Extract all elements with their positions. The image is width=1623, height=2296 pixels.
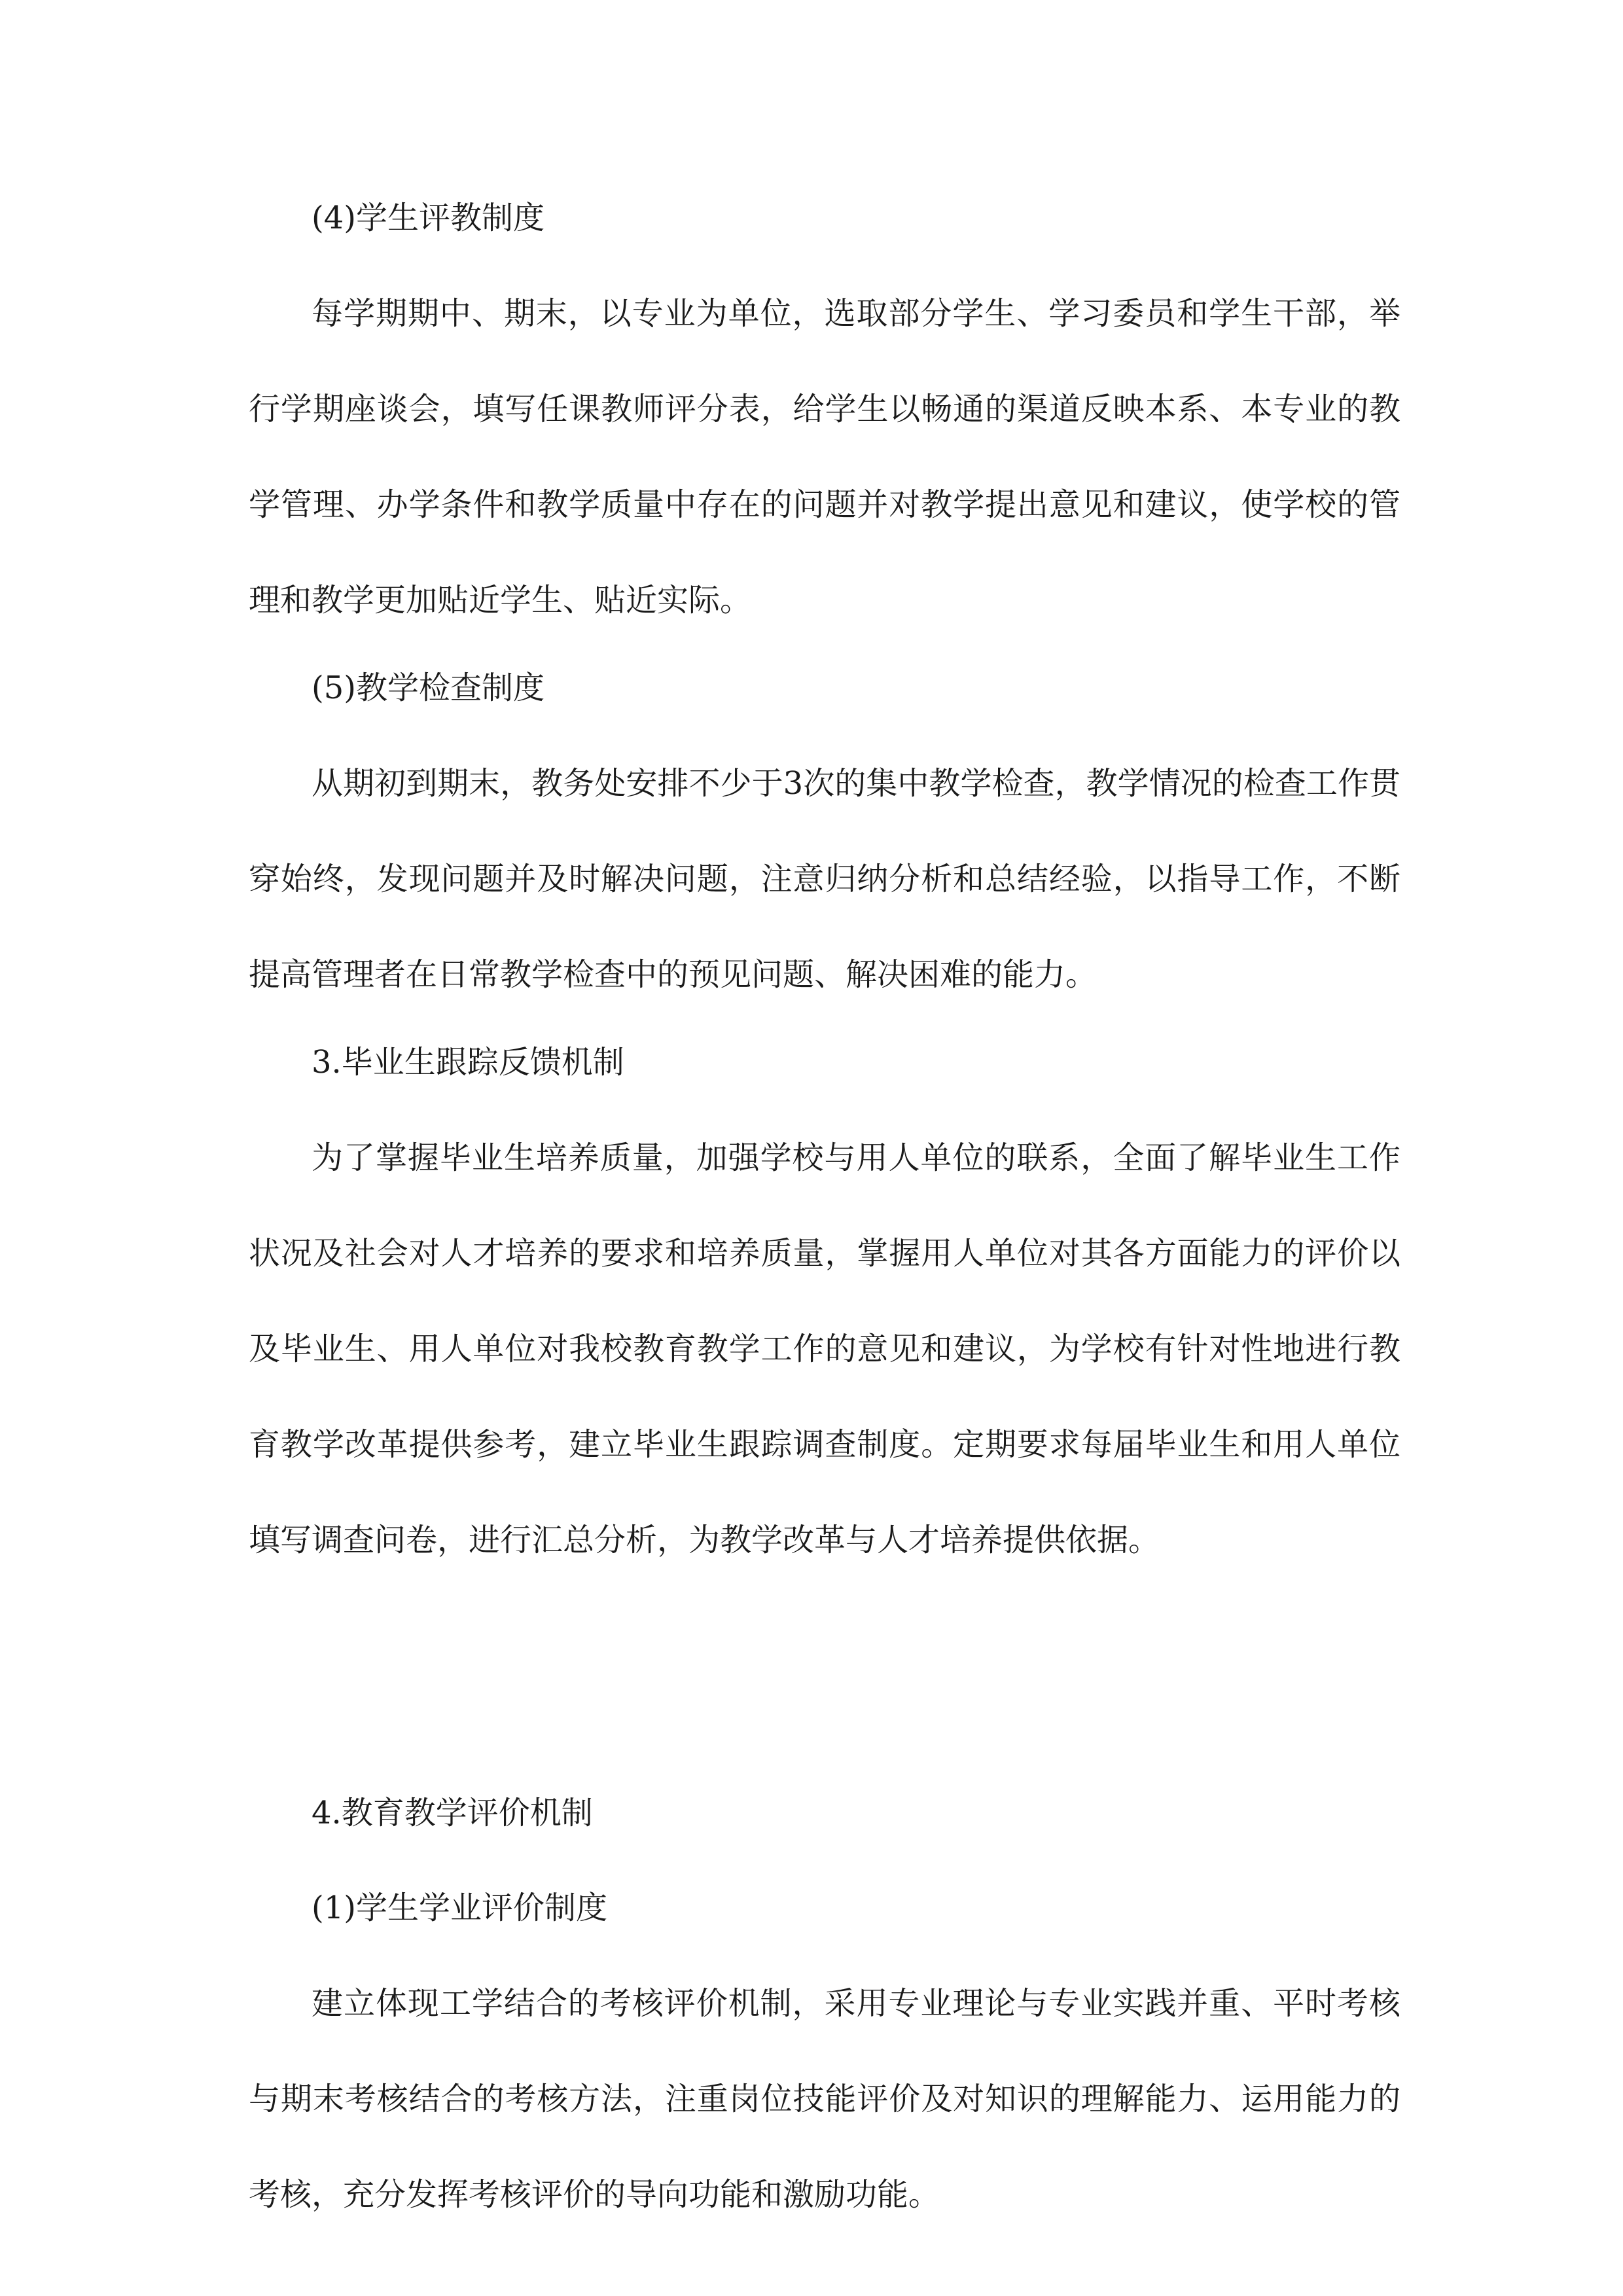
paragraph-graduate-tracking: 为了掌握毕业生培养质量，加强学校与用人单位的联系，全面了解毕业生工作状况及社会对人才培养的要求和培养质量，掌握用人单位对其各方面能力的评价以及毕业生、用人单位对我校教育教学工作的意见和建议，为学校有针对性地进行教育教学改革提供参考，建立毕业生跟踪调查制度。定期要求每届毕业生和用人单位填写调查问卷，进行汇总分析，为教学改革与人才培养提供依据。 (249, 1139, 1400, 1558)
heading-teaching-inspection: (5)教学检查制度 (312, 670, 544, 706)
paragraph-student-evaluation: 每学期期中、期末，以专业为单位，选取部分学生、学习委员和学生干部，举行学期座谈会，填写任课教师评分表，给学生以畅通的渠道反映本系、本专业的教学管理、办学条件和教学质量中存在的问题并对教学提出意见和建议，使学校的管理和教学更加贴近学生、贴近实际。 (249, 295, 1400, 619)
heading-education-evaluation: 4.教育教学评价机制 (312, 1795, 593, 1831)
heading-student-evaluation: (4)学生评教制度 (312, 200, 544, 236)
heading-academic-evaluation: (1)学生学业评价制度 (312, 1890, 607, 1926)
paragraph-teaching-inspection: 从期初到期末，教务处安排不少于3次的集中教学检查，教学情况的检查工作贯穿始终，发现问题并及时解决问题，注意归纳分析和总结经验，以指导工作，不断提高管理者在日常教学检查中的预见问题、解决困难的能力。 (249, 765, 1400, 993)
paragraph-academic-evaluation: 建立体现工学结合的考核评价机制，采用专业理论与专业实践并重、平时考核与期末考核结合的考核方法，注重岗位技能评价及对知识的理解能力、运用能力的考核，充分发挥考核评价的导向功能和激励功能。 (249, 1985, 1400, 2213)
heading-graduate-tracking: 3.毕业生跟踪反馈机制 (312, 1044, 624, 1081)
